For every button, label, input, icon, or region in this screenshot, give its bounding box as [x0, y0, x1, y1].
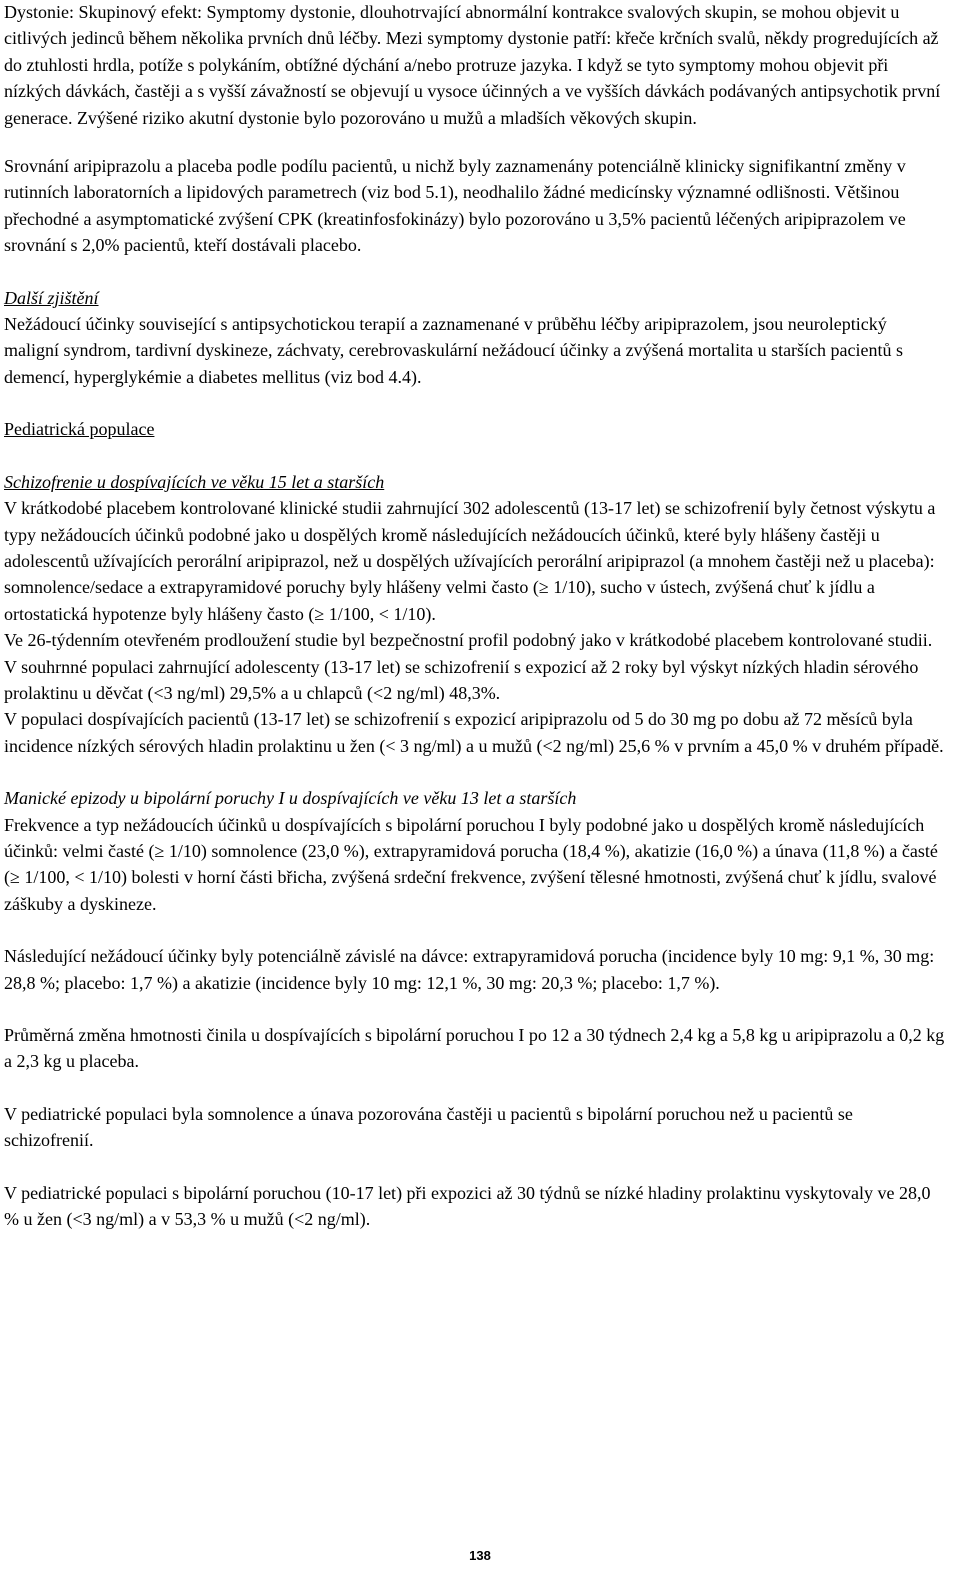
heading-schizophrenia-adolescents: [4, 469, 946, 495]
paragraph-schizophrenia-4: V populaci dospívajících pacientů (13-17 let) se schizofrenií s expozicí aripiprazolu od 5 do 30 mg po dobu až 72 měsíců byla incidence nízkých sérových hladin prolaktinu u žen (< 3 ng/ml) a u mužů (<2 ng/ml) 25,6 % v prvním a 45,0 % v druhém případě.: [4, 709, 944, 756]
paragraph-prolactin: V pediatrické populaci s bipolární poruchou (10-17 let) při expozici až 30 týdnů se nízké hladiny prolaktinu vyskytovaly ve 28,0 % u žen (<3 ng/ml) a v 53,3 % u mužů (<2 ng/ml).: [4, 1182, 931, 1230]
paragraph-dystonia: Dystonie: Skupinový efekt: Symptomy dystonie, dlouhotrvající abnormální kontrakce svalových skupin, se mohou objevit u citlivých jedinců během několika prvních dnů léčby. Mezi symptomy dystonie patří: křeče krčních svalů, někdy progredujících až do ztuhlosti hrdla, potíže s polykáním, obtížné dýchání a/nebo protruze jazyka. I když se tyto symptomy mohou objevit při nízkých dávkách, častěji a s vyšší závažností se objevují u vysoce účinných a ve vyšších dávkách podávaných antipsychotik první generace. Zvýšené riziko akutní dystonie bylo pozorováno u mužů a mladších věkových skupin.: [4, 2, 941, 128]
paragraph-schizophrenia-1: V krátkodobé placebem kontrolované klinické studii zahrnující 302 adolescentů (13-17 let) se schizofrenií byly četnost výskytu a typy nežádoucích účinků podobné jako u dospělých kromě následujících nežádoucích účinků, které byly hlášeny častěji u adolescentů užívajících perorální aripiprazol, než u dospělých užívajících perorální aripiprazol (a mnohem častěji než u placeba): somnolence/sedace a extrapyramidové poruchy byly hlášeny velmi často (≥ 1/10), sucho v ústech, zvýšená chuť k jídlu a ortostatická hypotenze byly hlášeny často (≥ 1/100, < 1/10).: [4, 498, 936, 624]
paragraph-lab-comparison: Srovnání aripiprazolu a placeba podle podílu pacientů, u nichž byly zaznamenány potenciálně klinicky signifikantní změny v rutinních laboratorních a lipidových parametrech (viz bod 5.1), neodhalilo žádné medicínsky významné odlišnosti. Většinou přechodné a asymptomatické zvýšení CPK (kreatinfosfokinázy) bylo pozorováno u 3,5% pacientů léčených aripiprazolem ve srovnání s 2,0% pacientů, kteří dostávali placebo.: [4, 156, 906, 256]
paragraph-weight-gain: Průměrná změna hmotnosti činila u dospívajících s bipolární poruchou I po 12 a 30 týdnech 2,4 kg a 5,8 kg u aripiprazolu a 0,2 kg a 2,3 kg u placeba.: [4, 1025, 945, 1072]
heading-other-findings-text: Další zjištění: [4, 287, 99, 308]
page-number: 138: [469, 1548, 491, 1563]
heading-manic-episodes-text: Manické epizody u bipolární poruchy I u dospívajících ve věku 13 let a starších: [4, 788, 577, 809]
paragraph-somnolence: V pediatrické populaci byla somnolence a únava pozorována častěji u pacientů s bipolární poruchou než u pacientů se schizofrenií.: [4, 1103, 853, 1151]
heading-schizophrenia-adolescents-text: Schizofrenie u dospívajících ve věku 15 let a starších: [4, 471, 385, 492]
heading-other-findings: [4, 285, 946, 311]
paragraph-manic-episodes: Frekvence a typ nežádoucích účinků u dospívajících s bipolární poruchou I byly podobné jako u dospělých kromě následujících účinků: velmi časté (≥ 1/10) somnolence (23,0 %), extrapyramidová porucha (18,4 %), akatizie (16,0 %) a únava (11,8 %) a časté (≥ 1/100, < 1/10) bolesti v horní části břicha, zvýšená srdeční frekvence, zvýšení tělesné hmotnosti, zvýšená chuť k jídlu, svalové záškuby a dyskineze.: [4, 814, 938, 914]
paragraph-dose-dependent: Následující nežádoucí účinky byly potenciálně závislé na dávce: extrapyramidová porucha (incidence byly 10 mg: 9,1 %, 30 mg: 28,8 %; placebo: 1,7 %) a akatizie (incidence byly 10 mg: 12,1 %, 30 mg: 20,3 %; placebo: 1,7 %).: [4, 946, 935, 993]
paragraph-schizophrenia-3: V souhrnné populaci zahrnující adolescenty (13-17 let) se schizofrenií s expozicí až 2 roky byl výskyt nízkých hladin sérového prolaktinu u děvčat (<3 ng/ml) 29,5% a u chlapců (<2 ng/ml) 48,3%.: [4, 656, 919, 703]
paragraph-other-findings: Nežádoucí účinky související s antipsychotickou terapií a zaznamenané v průběhu léčby aripiprazolem, jsou neuroleptický maligní syndrom, tardivní dyskineze, záchvaty, cerebrovaskulární nežádoucí účinky a zvýšená mortalita u starších pacientů s demencí, hyperglykémie a diabetes mellitus (viz bod 4.4).: [4, 314, 904, 387]
heading-manic-episodes: [4, 785, 946, 811]
heading-pediatric-population-text: Pediatrická populace: [4, 419, 155, 440]
paragraph-schizophrenia-2: Ve 26-týdenním otevřeném prodloužení studie byl bezpečnostní profil podobný jako v krátkodobé placebem kontrolované studii.: [4, 630, 933, 651]
heading-pediatric-population: [4, 416, 946, 442]
